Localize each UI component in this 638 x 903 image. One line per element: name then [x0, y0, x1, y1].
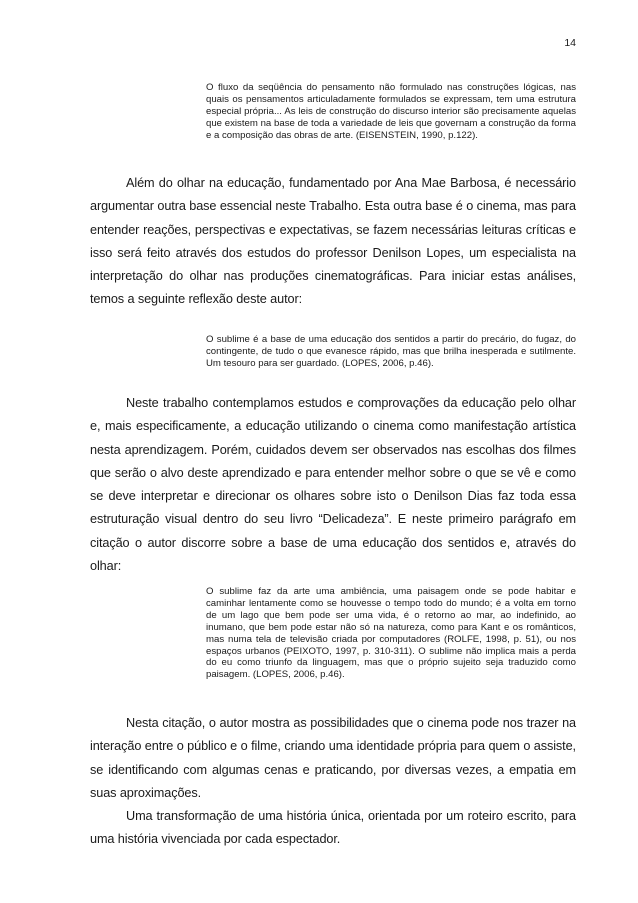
block-quote: O fluxo da seqüência do pensamento não formulado nas construções lógicas, nas quais os pensamentos articuladamente formulados se expressam, tem uma estrutura especial própria... As leis de construção do discurso interior são precisamente aquelas que existem na base de toda a variedade de leis que governam a construção da forma e a composição das obras de arte. (EISENSTEIN, 1990, p.122).	[206, 82, 576, 141]
paragraph	[90, 712, 576, 805]
paragraph-text: Neste trabalho contemplamos estudos e comprovações da educação pelo olhar e, mais especificamente, a educação utilizando o cinema como manifestação artística nesta aprendizagem. Porém, cuidados devem ser observados nas escolhas dos filmes que serão o alvo deste aprendizado e para entender melhor sobre o que se vê e como se deve interpretar e direcionar os olhares sobre isto o Denilson Dias faz toda essa estruturação visual dentro do seu livro “Delicadeza”. E neste primeiro parágrafo em citação o autor discorre sobre a base de uma educação dos sentidos e, através do olhar:	[90, 396, 576, 574]
block-quote: O sublime é a base de uma educação dos sentidos a partir do precário, do fugaz, do contingente, de tudo o que evanesce rápido, mas que brilha inesperada e sutilmente. Um tesouro para ser guardado. (LOPES, 2006, p.46).	[206, 334, 576, 369]
paragraph-text: Uma transformação de uma história única, orientada por um roteiro escrito, para uma história vivenciada por cada espectador.	[90, 809, 576, 847]
paragraph	[90, 805, 576, 852]
page-number: 14	[564, 37, 576, 49]
paragraph-text: Além do olhar na educação, fundamentado por Ana Mae Barbosa, é necessário argumentar outra base essencial neste Trabalho. Esta outra base é o cinema, mas para entender reações, perspectivas e expectativas, se fazem necessárias leituras críticas e isso será feito através dos estudos do professor Denilson Lopes, um especialista na interpretação do olhar nas produções cinematográficas. Para iniciar estas análises, temos a seguinte reflexão deste autor:	[90, 176, 576, 307]
paragraph	[90, 392, 576, 578]
paragraph-text: Nesta citação, o autor mostra as possibilidades que o cinema pode nos trazer na interação entre o público e o filme, criando uma identidade própria para quem o assiste, se identificando com algumas cenas e praticando, por diversas vezes, a empatia em suas aproximações.	[90, 716, 576, 800]
block-quote: O sublime faz da arte uma ambiência, uma paisagem onde se pode habitar e caminhar lentamente como se houvesse o tempo todo do mundo; é a volta em torno de um lago que bem pode ser uma vida, é o retorno ao mar, ao indefinido, ao inumano, que bem pode estar não só na natureza, como para Kant e os românticos, mas numa tela de televisão criada por computadores (ROLFE, 1998, p. 51), ou nos espaços urbanos (PEIXOTO, 1997, p. 310-311). O sublime não implica mais a perda do eu como triunfo da linguagem, mas que o próprio sujeito seja traduzido como paisagem. (LOPES, 2006, p.46).	[206, 586, 576, 681]
paragraph	[90, 172, 576, 312]
